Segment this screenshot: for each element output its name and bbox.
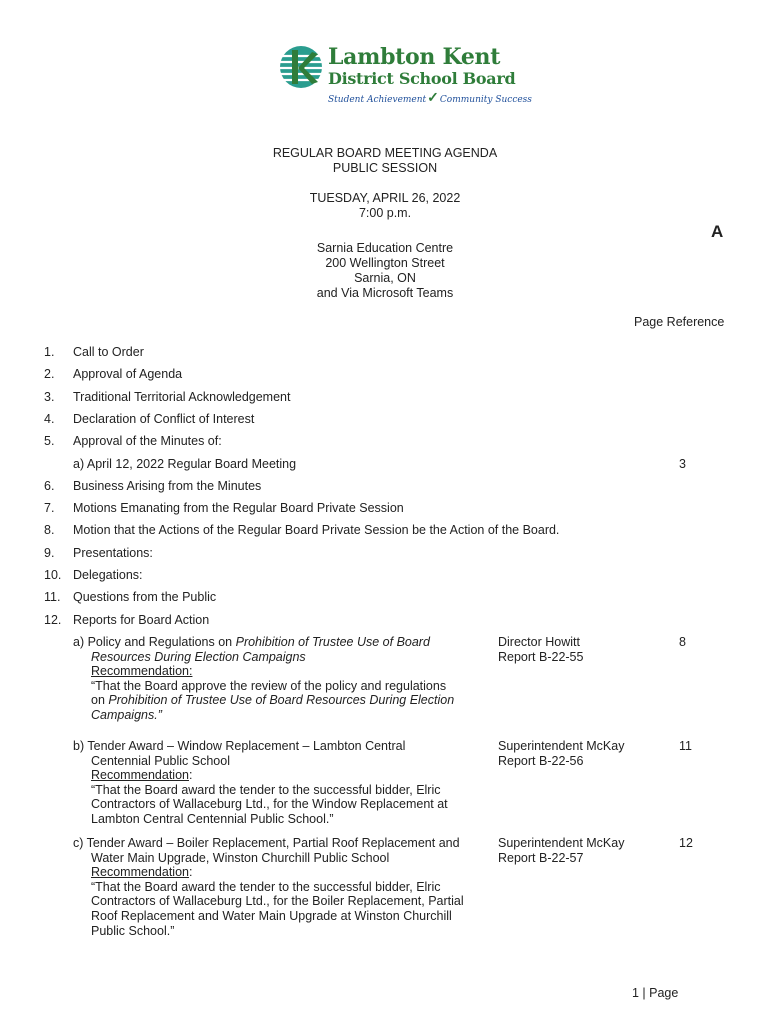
presenter-name: Superintendent McKay <box>498 836 625 850</box>
report-title: b) Tender Award – Window Replacement – Lambton Central <box>73 739 406 753</box>
recommendation-text-italic: Campaigns.” <box>91 707 162 722</box>
board-logo <box>278 40 532 110</box>
item-number: 4. <box>44 412 55 426</box>
item-text: Business Arising from the Minutes <box>73 479 262 493</box>
item-number: 7. <box>44 501 55 515</box>
recommendation-text: “That the Board award the tender to the successful bidder, Elric <box>91 782 441 797</box>
report-title-italic: Prohibition of Trustee Use of Board <box>235 635 430 649</box>
location-line-4: and Via Microsoft Teams <box>316 286 454 300</box>
recommendation-text: Public School.” <box>91 923 175 938</box>
item-text: Delegations: <box>73 568 143 582</box>
logo-tagline <box>328 90 532 106</box>
report-title: Centennial Public School <box>91 753 230 768</box>
report-a-page-ref: 8 <box>679 635 686 649</box>
item-number: 9. <box>44 546 55 560</box>
agenda-subtitle: PUBLIC SESSION <box>332 161 438 175</box>
item-number: 6. <box>44 479 55 493</box>
presenter-name: Director Howitt <box>498 635 580 649</box>
recommendation-text: “That the Board award the tender to the successful bidder, Elric <box>91 879 441 894</box>
logo-name-line2: District School Board <box>328 69 516 88</box>
location-line-1: Sarnia Education Centre <box>316 241 454 255</box>
recommendation-text: Roof Replacement and Water Main Upgrade at Winston Churchill <box>91 908 452 923</box>
item-text: Questions from the Public <box>73 590 217 604</box>
report-a-presenter <box>498 635 583 664</box>
report-number: Report B-22-56 <box>498 753 584 768</box>
logo-name-line1: Lambton Kent <box>328 44 501 70</box>
item-text: Reports for Board Action <box>73 613 210 627</box>
item-text: Call to Order <box>73 345 144 359</box>
tagline-right: Community Success <box>439 95 532 105</box>
item-text: Motion that the Actions of the Regular Board Private Session be the Action of the Board. <box>73 523 560 537</box>
recommendation-text: “That the Board approve the review of the policy and regulations <box>91 678 447 693</box>
tagline-left: Student Achievement <box>328 95 427 105</box>
report-a-description <box>73 635 454 723</box>
report-number: Report B-22-55 <box>498 649 584 664</box>
recommendation-text: on <box>91 693 109 708</box>
meeting-time: 7:00 p.m. <box>358 206 412 220</box>
item-number: 2. <box>44 367 55 381</box>
item-text: Declaration of Conflict of Interest <box>73 412 255 426</box>
recommendation-text: Contractors of Wallaceburg Ltd., for the Boiler Replacement, Partial <box>91 894 464 909</box>
item-text: Presentations: <box>73 546 153 560</box>
checkmark-icon: ✓ <box>427 90 439 106</box>
recommendation-label: Recommendation: <box>91 664 193 679</box>
item-text: Approval of Agenda <box>73 367 183 381</box>
recommendation-text: Contractors of Wallaceburg Ltd., for the Window Replacement at <box>91 797 448 812</box>
report-b-page-ref: 11 <box>679 739 692 753</box>
page-reference-label: Page Reference <box>634 315 725 329</box>
item-number: 12. <box>44 613 62 627</box>
agenda-title: REGULAR BOARD MEETING AGENDA <box>272 146 498 160</box>
report-title-italic: Resources During Election Campaigns <box>91 649 306 664</box>
page-footer: 1 | Page <box>632 986 679 1000</box>
report-c-page-ref: 12 <box>679 836 693 850</box>
document-marker: A <box>711 222 724 241</box>
report-title: Water Main Upgrade, Winston Churchill Public School <box>91 850 390 865</box>
report-b-presenter <box>498 739 624 768</box>
item-number: 8. <box>44 523 55 537</box>
item-number: 10. <box>44 568 62 582</box>
item-number: 5. <box>44 434 55 448</box>
item-number: 11. <box>44 590 61 604</box>
meeting-date: TUESDAY, APRIL 26, 2022 <box>309 191 461 205</box>
report-c-presenter <box>498 836 624 865</box>
recommendation-text-italic: Prohibition of Trustee Use of Board Resources During Election <box>108 693 455 708</box>
item-number: 3. <box>44 390 55 404</box>
location-line-2: 200 Wellington Street <box>325 256 445 270</box>
item-number: 1. <box>44 345 55 359</box>
location-line-3: Sarnia, ON <box>354 271 416 285</box>
presenter-name: Superintendent McKay <box>498 739 625 753</box>
recommendation-text: Lambton Central Centennial Public School.” <box>91 811 334 826</box>
board-emblem-icon <box>278 44 324 90</box>
report-number: Report B-22-57 <box>498 850 584 865</box>
item-text: Approval of the Minutes of: <box>73 434 222 448</box>
report-title: a) Policy and Regulations on <box>73 635 236 649</box>
report-b-description <box>73 739 448 827</box>
recommendation-colon: : <box>188 768 193 783</box>
report-title: c) Tender Award – Boiler Replacement, Partial Roof Replacement and <box>73 836 460 850</box>
recommendation-label: Recommendation <box>91 768 189 783</box>
recommendation-label: Recommendation <box>91 865 189 880</box>
item-text: a) April 12, 2022 Regular Board Meeting <box>73 457 297 471</box>
item-page-ref: 3 <box>679 457 686 471</box>
recommendation-colon: : <box>188 865 193 880</box>
report-c-description <box>73 836 464 938</box>
item-text: Traditional Territorial Acknowledgement <box>73 390 291 404</box>
item-text: Motions Emanating from the Regular Board Private Session <box>73 501 404 515</box>
